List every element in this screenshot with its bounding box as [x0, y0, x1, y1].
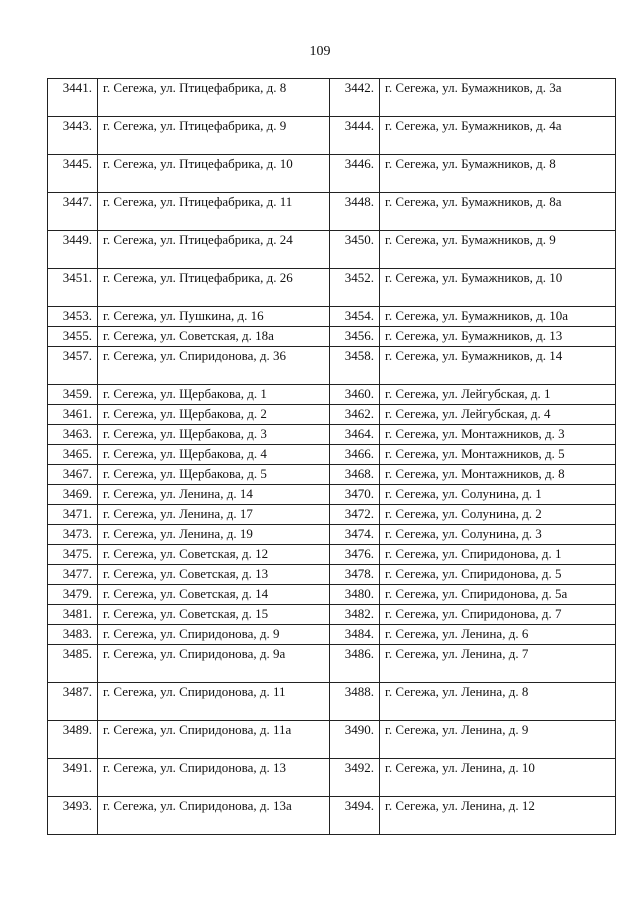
- row-number-left: 3441.: [48, 79, 98, 117]
- table-row: [48, 425, 616, 445]
- row-number-left: 3459.: [48, 385, 98, 405]
- address-left: г. Сегежа, ул. Птицефабрика, д. 10: [98, 155, 330, 193]
- row-number-right: 3474.: [330, 525, 380, 545]
- address-left: г. Сегежа, ул. Щербакова, д. 4: [98, 445, 330, 465]
- table-row: [48, 683, 616, 721]
- row-number-right: 3456.: [330, 327, 380, 347]
- row-number-left: 3469.: [48, 485, 98, 505]
- row-number-left: 3477.: [48, 565, 98, 585]
- address-right: г. Сегежа, ул. Бумажников, д. 8а: [380, 193, 616, 231]
- row-number-left: 3493.: [48, 797, 98, 835]
- table-row: [48, 759, 616, 797]
- row-number-left: 3445.: [48, 155, 98, 193]
- address-left: г. Сегежа, ул. Спиридонова, д. 9а: [98, 645, 330, 683]
- table-row: [48, 525, 616, 545]
- address-left: г. Сегежа, ул. Спиридонова, д. 11а: [98, 721, 330, 759]
- address-left: г. Сегежа, ул. Щербакова, д. 3: [98, 425, 330, 445]
- row-number-right: 3494.: [330, 797, 380, 835]
- address-right: г. Сегежа, ул. Бумажников, д. 3а: [380, 79, 616, 117]
- table-row: [48, 485, 616, 505]
- row-number-right: 3450.: [330, 231, 380, 269]
- address-right: г. Сегежа, ул. Ленина, д. 9: [380, 721, 616, 759]
- row-number-right: 3460.: [330, 385, 380, 405]
- row-number-right: 3490.: [330, 721, 380, 759]
- row-number-left: 3479.: [48, 585, 98, 605]
- address-left: г. Сегежа, ул. Советская, д. 12: [98, 545, 330, 565]
- address-right: г. Сегежа, ул. Бумажников, д. 10а: [380, 307, 616, 327]
- address-right: г. Сегежа, ул. Солунина, д. 2: [380, 505, 616, 525]
- address-right: г. Сегежа, ул. Ленина, д. 10: [380, 759, 616, 797]
- address-left: г. Сегежа, ул. Птицефабрика, д. 9: [98, 117, 330, 155]
- address-left: г. Сегежа, ул. Советская, д. 15: [98, 605, 330, 625]
- address-right: г. Сегежа, ул. Бумажников, д. 14: [380, 347, 616, 385]
- table-row: [48, 645, 616, 683]
- row-number-right: 3476.: [330, 545, 380, 565]
- table-row: [48, 625, 616, 645]
- row-number-left: 3487.: [48, 683, 98, 721]
- row-number-right: 3458.: [330, 347, 380, 385]
- address-left: г. Сегежа, ул. Спиридонова, д. 11: [98, 683, 330, 721]
- row-number-left: 3457.: [48, 347, 98, 385]
- address-right: г. Сегежа, ул. Ленина, д. 12: [380, 797, 616, 835]
- table-row: [48, 347, 616, 385]
- address-right: г. Сегежа, ул. Ленина, д. 7: [380, 645, 616, 683]
- address-right: г. Сегежа, ул. Монтажников, д. 5: [380, 445, 616, 465]
- row-number-left: 3475.: [48, 545, 98, 565]
- address-right: г. Сегежа, ул. Монтажников, д. 3: [380, 425, 616, 445]
- table-row: [48, 605, 616, 625]
- row-number-left: 3467.: [48, 465, 98, 485]
- address-right: г. Сегежа, ул. Солунина, д. 3: [380, 525, 616, 545]
- row-number-left: 3481.: [48, 605, 98, 625]
- row-number-left: 3447.: [48, 193, 98, 231]
- address-left: г. Сегежа, ул. Птицефабрика, д. 26: [98, 269, 330, 307]
- table-row: [48, 445, 616, 465]
- row-number-left: 3473.: [48, 525, 98, 545]
- row-number-left: 3455.: [48, 327, 98, 347]
- address-right: г. Сегежа, ул. Монтажников, д. 8: [380, 465, 616, 485]
- address-left: г. Сегежа, ул. Ленина, д. 14: [98, 485, 330, 505]
- table-row: [48, 545, 616, 565]
- address-right: г. Сегежа, ул. Лейгубская, д. 4: [380, 405, 616, 425]
- address-right: г. Сегежа, ул. Спиридонова, д. 5а: [380, 585, 616, 605]
- table-row: [48, 585, 616, 605]
- table-row: [48, 327, 616, 347]
- address-left: г. Сегежа, ул. Птицефабрика, д. 8: [98, 79, 330, 117]
- address-right: г. Сегежа, ул. Бумажников, д. 4а: [380, 117, 616, 155]
- address-left: г. Сегежа, ул. Пушкина, д. 16: [98, 307, 330, 327]
- row-number-right: 3464.: [330, 425, 380, 445]
- table-row: [48, 721, 616, 759]
- table-row: [48, 307, 616, 327]
- table-row: [48, 565, 616, 585]
- address-left: г. Сегежа, ул. Спиридонова, д. 9: [98, 625, 330, 645]
- row-number-left: 3471.: [48, 505, 98, 525]
- address-left: г. Сегежа, ул. Советская, д. 18а: [98, 327, 330, 347]
- row-number-left: 3463.: [48, 425, 98, 445]
- row-number-right: 3486.: [330, 645, 380, 683]
- row-number-right: 3454.: [330, 307, 380, 327]
- address-right: г. Сегежа, ул. Бумажников, д. 10: [380, 269, 616, 307]
- row-number-right: 3478.: [330, 565, 380, 585]
- address-right: г. Сегежа, ул. Бумажников, д. 9: [380, 231, 616, 269]
- address-left: г. Сегежа, ул. Щербакова, д. 5: [98, 465, 330, 485]
- row-number-left: 3485.: [48, 645, 98, 683]
- row-number-left: 3489.: [48, 721, 98, 759]
- row-number-left: 3443.: [48, 117, 98, 155]
- row-number-right: 3448.: [330, 193, 380, 231]
- row-number-right: 3444.: [330, 117, 380, 155]
- table-row: [48, 269, 616, 307]
- table-row: [48, 231, 616, 269]
- address-left: г. Сегежа, ул. Спиридонова, д. 36: [98, 347, 330, 385]
- row-number-right: 3462.: [330, 405, 380, 425]
- row-number-left: 3461.: [48, 405, 98, 425]
- table-row: [48, 79, 616, 117]
- address-table-body: [48, 79, 616, 835]
- address-right: г. Сегежа, ул. Спиридонова, д. 5: [380, 565, 616, 585]
- row-number-right: 3446.: [330, 155, 380, 193]
- row-number-right: 3484.: [330, 625, 380, 645]
- table-row: [48, 797, 616, 835]
- address-left: г. Сегежа, ул. Ленина, д. 19: [98, 525, 330, 545]
- row-number-right: 3468.: [330, 465, 380, 485]
- row-number-left: 3465.: [48, 445, 98, 465]
- table-row: [48, 405, 616, 425]
- address-right: г. Сегежа, ул. Спиридонова, д. 7: [380, 605, 616, 625]
- address-right: г. Сегежа, ул. Солунина, д. 1: [380, 485, 616, 505]
- row-number-right: 3466.: [330, 445, 380, 465]
- address-left: г. Сегежа, ул. Спиридонова, д. 13а: [98, 797, 330, 835]
- table-row: [48, 117, 616, 155]
- address-left: г. Сегежа, ул. Советская, д. 14: [98, 585, 330, 605]
- table-row: [48, 465, 616, 485]
- address-right: г. Сегежа, ул. Бумажников, д. 13: [380, 327, 616, 347]
- row-number-left: 3491.: [48, 759, 98, 797]
- table-row: [48, 385, 616, 405]
- address-left: г. Сегежа, ул. Щербакова, д. 1: [98, 385, 330, 405]
- row-number-right: 3470.: [330, 485, 380, 505]
- address-left: г. Сегежа, ул. Щербакова, д. 2: [98, 405, 330, 425]
- address-right: г. Сегежа, ул. Спиридонова, д. 1: [380, 545, 616, 565]
- address-left: г. Сегежа, ул. Спиридонова, д. 13: [98, 759, 330, 797]
- address-left: г. Сегежа, ул. Птицефабрика, д. 24: [98, 231, 330, 269]
- table-row: [48, 193, 616, 231]
- row-number-left: 3451.: [48, 269, 98, 307]
- address-right: г. Сегежа, ул. Бумажников, д. 8: [380, 155, 616, 193]
- page-number: 109: [309, 44, 331, 59]
- row-number-right: 3480.: [330, 585, 380, 605]
- address-left: г. Сегежа, ул. Птицефабрика, д. 11: [98, 193, 330, 231]
- address-right: г. Сегежа, ул. Лейгубская, д. 1: [380, 385, 616, 405]
- row-number-right: 3488.: [330, 683, 380, 721]
- row-number-left: 3483.: [48, 625, 98, 645]
- row-number-right: 3492.: [330, 759, 380, 797]
- address-table: [47, 78, 616, 835]
- row-number-left: 3449.: [48, 231, 98, 269]
- row-number-right: 3442.: [330, 79, 380, 117]
- table-row: [48, 155, 616, 193]
- address-left: г. Сегежа, ул. Ленина, д. 17: [98, 505, 330, 525]
- row-number-right: 3452.: [330, 269, 380, 307]
- table-row: [48, 505, 616, 525]
- address-right: г. Сегежа, ул. Ленина, д. 6: [380, 625, 616, 645]
- address-right: г. Сегежа, ул. Ленина, д. 8: [380, 683, 616, 721]
- row-number-right: 3472.: [330, 505, 380, 525]
- row-number-right: 3482.: [330, 605, 380, 625]
- row-number-left: 3453.: [48, 307, 98, 327]
- address-left: г. Сегежа, ул. Советская, д. 13: [98, 565, 330, 585]
